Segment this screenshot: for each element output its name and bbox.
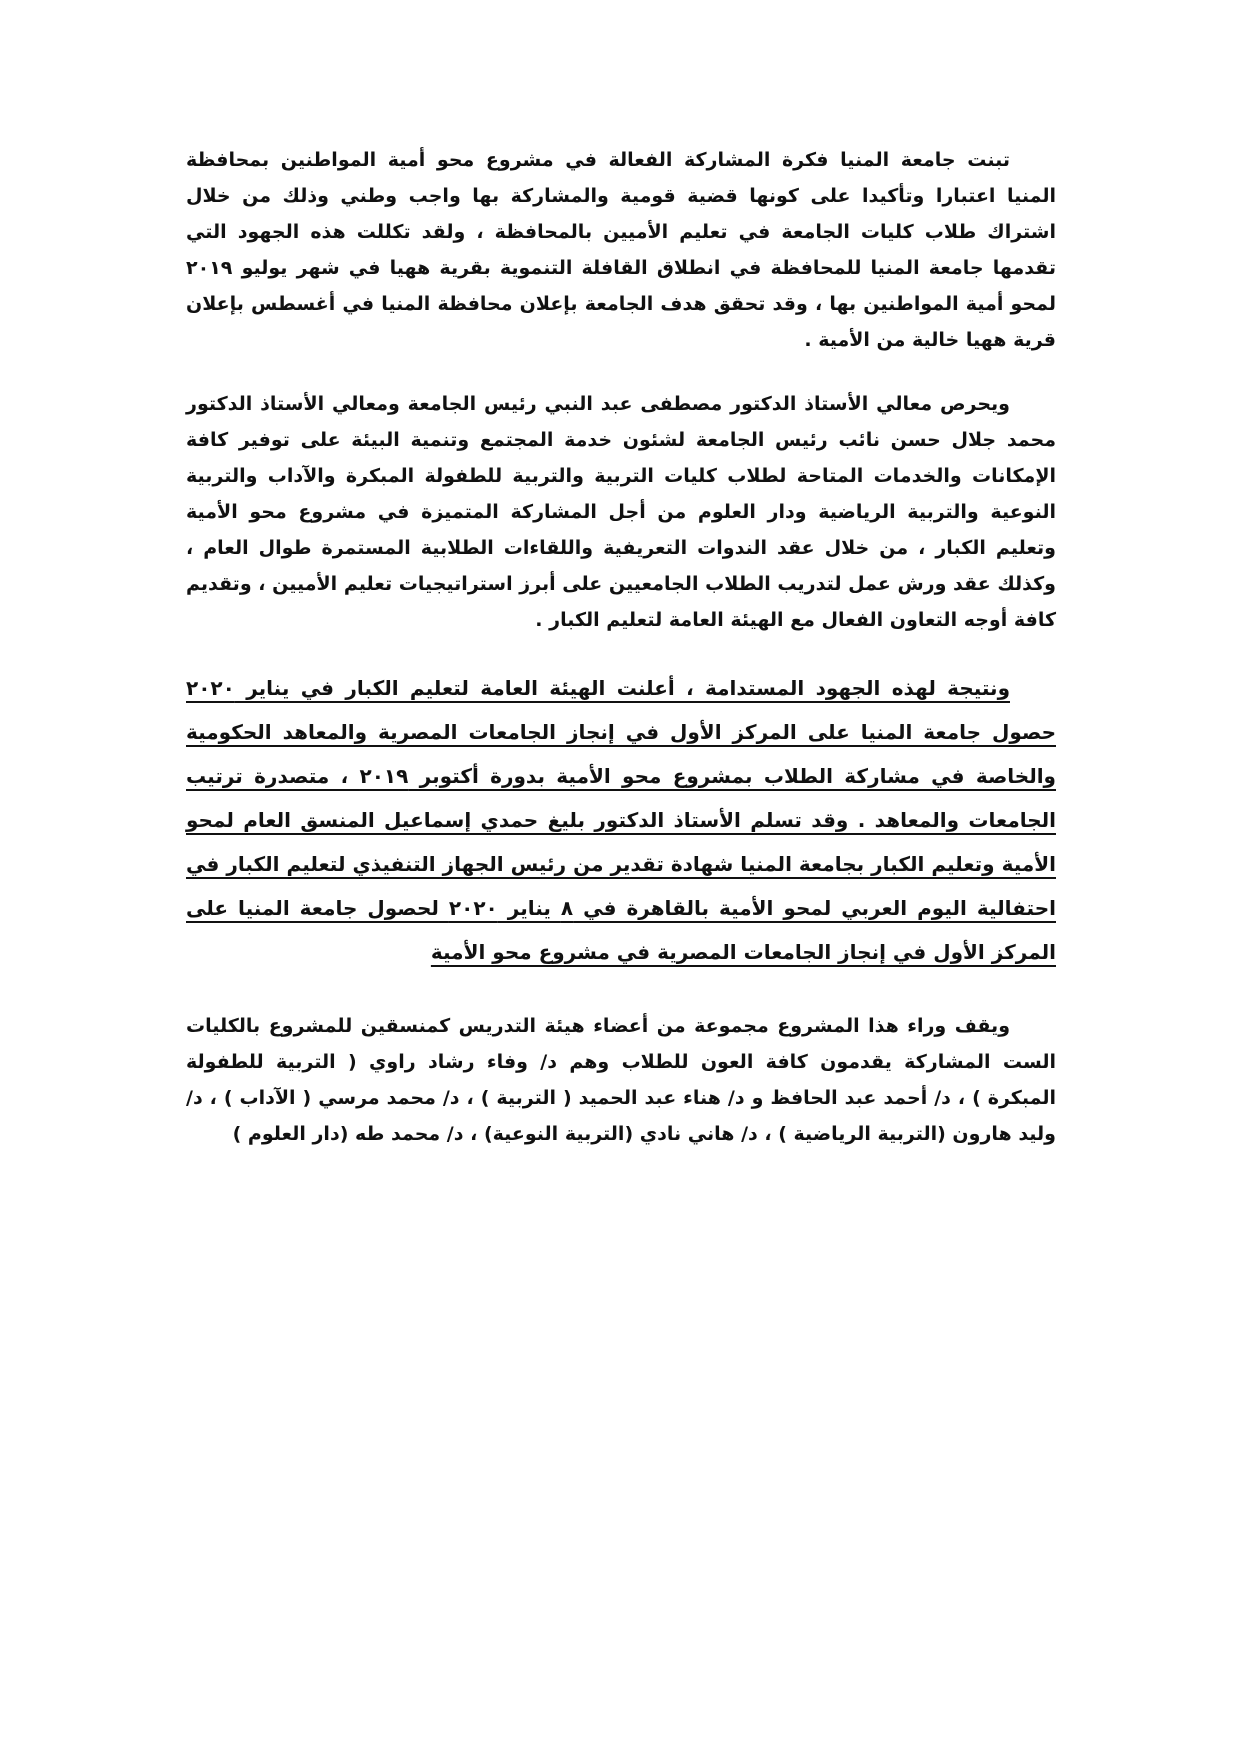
paragraph-faculty-coordinators: ويقف وراء هذا المشروع مجموعة من أعضاء هيئة التدريس كمنسقين للمشروع بالكليات الست المشاركة يقدمون كافة العون للطلاب وهم د/ وفاء رشاد راوي ( التربية للطفولة المبكرة ) ، د/ أحمد عبد الحافظ و د/ هناء عبد الحميد ( التربية ) ، د/ محمد مرسي ( الآداب ) ، د/ وليد هارون (التربية الرياضية ) ، د/ هاني نادي (التربية النوعية) ، د/ محمد طه (دار العلوم ) — [186, 1015, 1056, 1145]
paragraph-university-initiative: تبنت جامعة المنيا فكرة المشاركة الفعالة في مشروع محو أمية المواطنين بمحافظة المنيا اعتبارا وتأكيدا على كونها قضية قومية والمشاركة بها واجب وطني وذلك من خلال اشتراك طلاب كليات الجامعة في تعليم الأميين بالمحافظة ، ولقد تكللت هذه الجهود التي تقدمها جامعة المنيا للمحافظة في انطلاق القافلة التنموية بقرية ههيا في شهر يوليو ٢٠١٩ لمحو أمية المواطنين بها ، وقد تحقق هدف الجامعة بإعلان محافظة المنيا في أغسطس بإعلان قرية ههيا خالية من الأمية . — [186, 149, 1056, 351]
paragraph-leadership-support: ويحرص معالي الأستاذ الدكتور مصطفى عبد النبي رئيس الجامعة ومعالي الأستاذ الدكتور محمد جلال حسن نائب رئيس الجامعة لشئون خدمة المجتمع وتنمية البيئة على توفير كافة الإمكانات والخدمات المتاحة لطلاب كليات التربية والتربية للطفولة المبكرة والآداب والتربية النوعية والتربية الرياضية ودار العلوم من أجل المشاركة المتميزة في مشروع محو الأمية وتعليم الكبار ، من خلال عقد الندوات التعريفية واللقاءات الطلابية المستمرة طوال العام ، وكذلك عقد ورش عمل لتدريب الطلاب الجامعيين على أبرز استراتيجيات تعليم الأميين ، وتقديم كافة أوجه التعاون الفعال مع الهيئة العامة لتعليم الكبار . — [186, 393, 1056, 631]
paragraph-first-place-award: ونتيجة لهذه الجهود المستدامة ، أعلنت الهيئة العامة لتعليم الكبار في يناير ٢٠٢٠ حصول جامعة المنيا على المركز الأول في إنجاز الجامعات المصرية والمعاهد الحكومية والخاصة في مشاركة الطلاب بمشروع محو الأمية بدورة أكتوبر ٢٠١٩ ، متصدرة ترتيب الجامعات والمعاهد . وقد تسلم الأستاذ الدكتور بليغ حمدي إسماعيل المنسق العام لمحو الأمية وتعليم الكبار بجامعة المنيا شهادة تقدير من رئيس الجهاز التنفيذي لتعليم الكبار في احتفالية اليوم العربي لمحو الأمية بالقاهرة في ٨ يناير ٢٠٢٠ لحصول جامعة المنيا على المركز الأول في إنجاز الجامعات المصرية في مشروع محو الأمية — [186, 676, 1056, 964]
document-body — [186, 142, 1056, 1152]
